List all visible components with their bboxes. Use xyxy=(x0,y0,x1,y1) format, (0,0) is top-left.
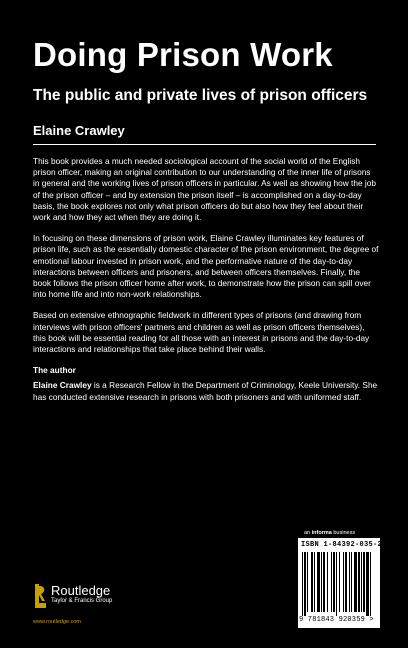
barcode-bar xyxy=(361,552,362,612)
barcode-bar xyxy=(358,552,360,612)
barcode-bar xyxy=(327,552,328,612)
barcode-bar xyxy=(370,552,371,616)
barcode-bar xyxy=(311,552,313,612)
blurb-paragraph-3: Based on extensive ethnographic fieldwork in different types of prisons (and drawing from interviews with prison officers' partners and children as well as prison officers themselves), this book will be essential reading for all those with an interest in prisons and the day-to-day interactions and relationships that take place behind their walls. xyxy=(33,310,370,355)
back-cover-text xyxy=(33,156,379,413)
isbn-label: ISBN 1-84392-035-2 xyxy=(301,541,383,549)
blurb-paragraph-2: In focusing on these dimensions of prison work, Elaine Crawley illuminates key features of prison life, such as the essentially domestic character of the prison environment, the degree of emotional labour invested in prison work, and the performative nature of the day-to-day interactions between officers and prisoners, and between officers themselves. Finally, the book follows the prison officer home after work, to demonstrate how the prison can spill over into home life and into non-work relationships. xyxy=(33,233,379,300)
barcode-bar xyxy=(317,552,320,612)
divider xyxy=(33,144,376,145)
barcode-bar xyxy=(307,552,308,612)
barcode-bar xyxy=(343,552,344,612)
barcode-bar xyxy=(333,552,335,612)
publisher-url: www.routledge.com xyxy=(33,619,81,625)
barcode-bar xyxy=(351,552,352,612)
book-title: Doing Prison Work xyxy=(33,36,333,73)
barcode-digits: 9 781843 920359 > xyxy=(299,616,374,624)
barcode-bar xyxy=(349,552,350,612)
barcode-bar xyxy=(331,552,332,612)
barcode-bar xyxy=(314,552,315,612)
barcode-bar xyxy=(321,552,322,612)
publisher-group: Taylor & Francis Group xyxy=(51,598,113,604)
barcode-bar xyxy=(366,552,369,616)
barcode-bar xyxy=(304,552,306,616)
blurb-paragraph-1: This book provides a much needed sociological account of the social world of the English prison officer, making an original contribution to our understanding of the inner life of prisons in general and the working lives of prison officers in particular. As well as showing how the job of the prison officer – and by extension the prison itself – is accomplished on a day-to-day basis, the book explores not only what prison officers do but also how they feel about their work and how they act when they are doing it. xyxy=(33,156,376,223)
about-author-text xyxy=(33,380,379,402)
about-author-heading: The author xyxy=(33,365,76,376)
barcode-bar xyxy=(323,552,325,612)
barcode-bar xyxy=(336,552,337,616)
barcode-bar xyxy=(363,552,365,612)
author-name: Elaine Crawley xyxy=(33,123,125,138)
publisher-name: Routledge xyxy=(51,583,111,598)
barcode-box xyxy=(298,538,383,628)
barcode-bar xyxy=(339,552,340,612)
about-author-bio: is a Research Fellow in the Department of Criminology, Keele University. She has conducted extensive research in prisons with both prisoners and with uniformed staff. xyxy=(33,380,378,402)
about-author-name: Elaine Crawley xyxy=(33,380,92,391)
book-subtitle: The public and private lives of prison officers xyxy=(33,87,368,104)
barcode-bar xyxy=(345,552,347,612)
informa-label: an informa business xyxy=(304,530,356,536)
barcode-bar xyxy=(354,552,357,612)
routledge-logo-icon xyxy=(33,583,48,610)
barcode xyxy=(298,552,380,616)
barcode-bar xyxy=(302,552,303,616)
